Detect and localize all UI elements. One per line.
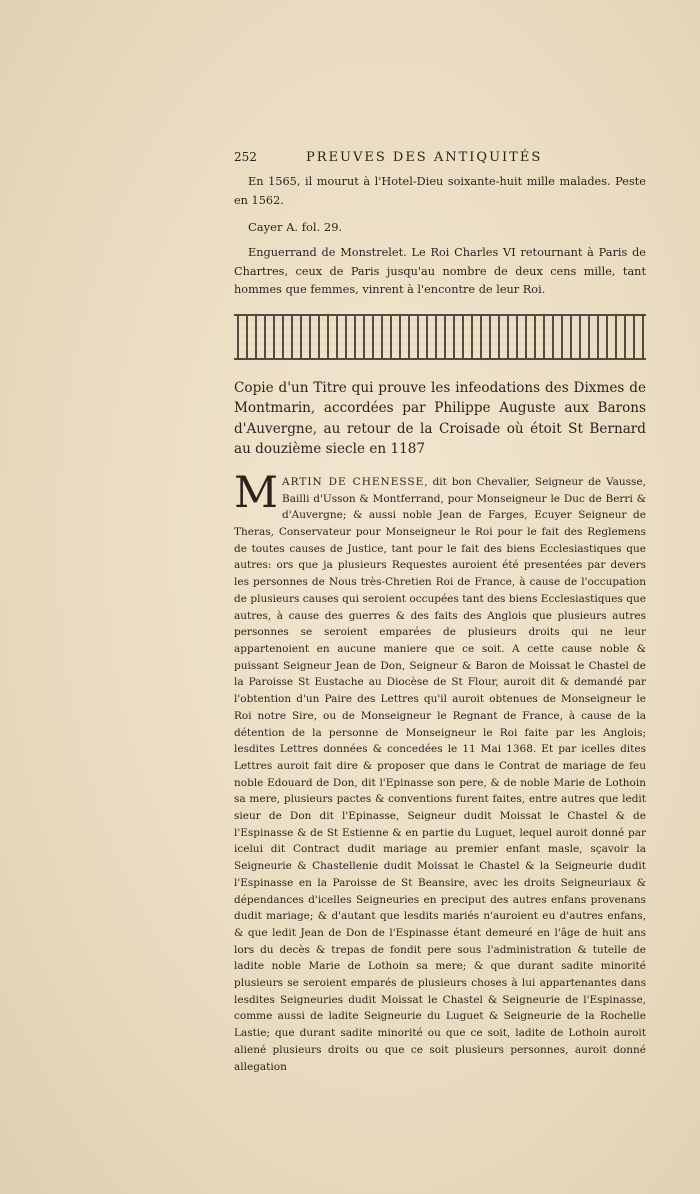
page-header: [234, 150, 646, 165]
body-text: , dit bon Chevalier, Seigneur de Vausse, Bailli d'Usson & Montferrand, pour Monseigneur le Duc de Berri & d'Auvergne; & aussi noble Jean de Farges, Ecuyer Seigneur de Theras, Conservateur pour Monseigneur le Roi pour le fait des Reglemens de toutes causes de Justice, tant pour le fait des biens Ecclesiastiques que autres: ors que ja plusieurs Requestes auroient été presentées par devers les personnes de Nous très-Chretien Roi de France, à cause de l'occupation de plusieurs causes qui seroient occupées tant des biens Ecclesiastiques que autres, à cause des guerres & des faits des Anglois que plusieurs autres personnes se seroient emparées de plusieurs droits qui ne leur appartenoient en aucune maniere que ce soit. A cette cause noble & puissant Seigneur Jean de Don, Seigneur & Baron de Moissat le Chastel de la Paroisse St Eustache au Diocèse de St Flour, auroit dit & demandé par l'obtention d'un Paire des Lettres qu'il auroit obtenues de Monseigneur le Roi notre Sire, ou de Monseigneur le Regnant de France, à cause de la détention de la personne de Monseigneur le Roi faite par les Anglois; lesdites Lettres données & concedées le 11 Mai 1368. Et par icelles dites Lettres auroit fait dire & proposer que dans le Contrat de mariage de feu noble Edouard de Don, dit l'Epinasse son pere, & de noble Marie de Lothoin sa mere, plusieurs pactes & conventions furent faites, entre autres que ledit sieur de Don dit l'Epinasse, Seigneur dudit Moissat le Chastel & de l'Espinasse & de St Estienne & en partie du Luguet, lequel auroit donné par icelui dit Contract dudit mariage au premier enfant masle, sçavoir la Seigneurie & Chastellenie dudit Moissat le Chastel & la Seigneurie dudit l'Espinasse en la Paroisse de St Beansire, avec les droits Seigneuriaux & dépendances d'icelles Seigneuries en preciput des autres enfans provenans dudit mariage; & d'autant que lesdits mariés n'auroient eu d'autres enfans, & que ledit Jean de Don de l'Espinasse étant demeuré en l'âge de huit ans lors du decès & trepas de fondit pere sous l'administration & tutelle de ladite noble Marie de Lothoin sa mere; & que durant sadite minorité plusieurs se seroient emparés de plusieurs choses à lui appartenantes dans lesdites Seigneuries dudit Moissat le Chastel & Seigneurie de l'Espinasse, comme aussi de ladite Seigneurie du Luguet & Seigneurie de la Rochelle Lastie; que durant sadite minorité ou que ce soit, ladite de Lothoin auroit aliené plusieurs droits ou que ce soit plusieurs personnes, auroit donné allegation: [234, 475, 646, 1073]
section-title: Copie d'un Titre qui prouve les infeodations des Dixmes de Montmarin, accordées par Philippe Auguste aux Barons d'Auvergne, au retour de la Croisade où étoit St Bernard au douzième siecle en 1187: [234, 379, 646, 458]
text-block: [234, 150, 646, 1075]
fleuron-ornament-band: [234, 314, 646, 360]
drop-cap: M: [234, 467, 279, 518]
body-paragraph: [234, 467, 646, 1075]
page-number: 252: [234, 150, 257, 164]
reference-line: Cayer A. fol. 29.: [248, 220, 343, 235]
chronicle-paragraph: Enguerrand de Monstrelet. Le Roi Charles VI retournant à Paris de Chartres, ceux de Paris jusqu'au nombre de deux cens mille, tant hommes que femmes, vinrent à l'encontre de leur Roi.: [234, 246, 646, 297]
intro-paragraph: En 1565, il mourut à l'Hotel-Dieu soixante-huit mille malades. Peste en 1562.: [234, 175, 646, 207]
running-title: PREUVES DES ANTIQUITÉS: [306, 150, 543, 165]
lead-caps: ARTIN DE CHENESSE: [282, 475, 425, 488]
